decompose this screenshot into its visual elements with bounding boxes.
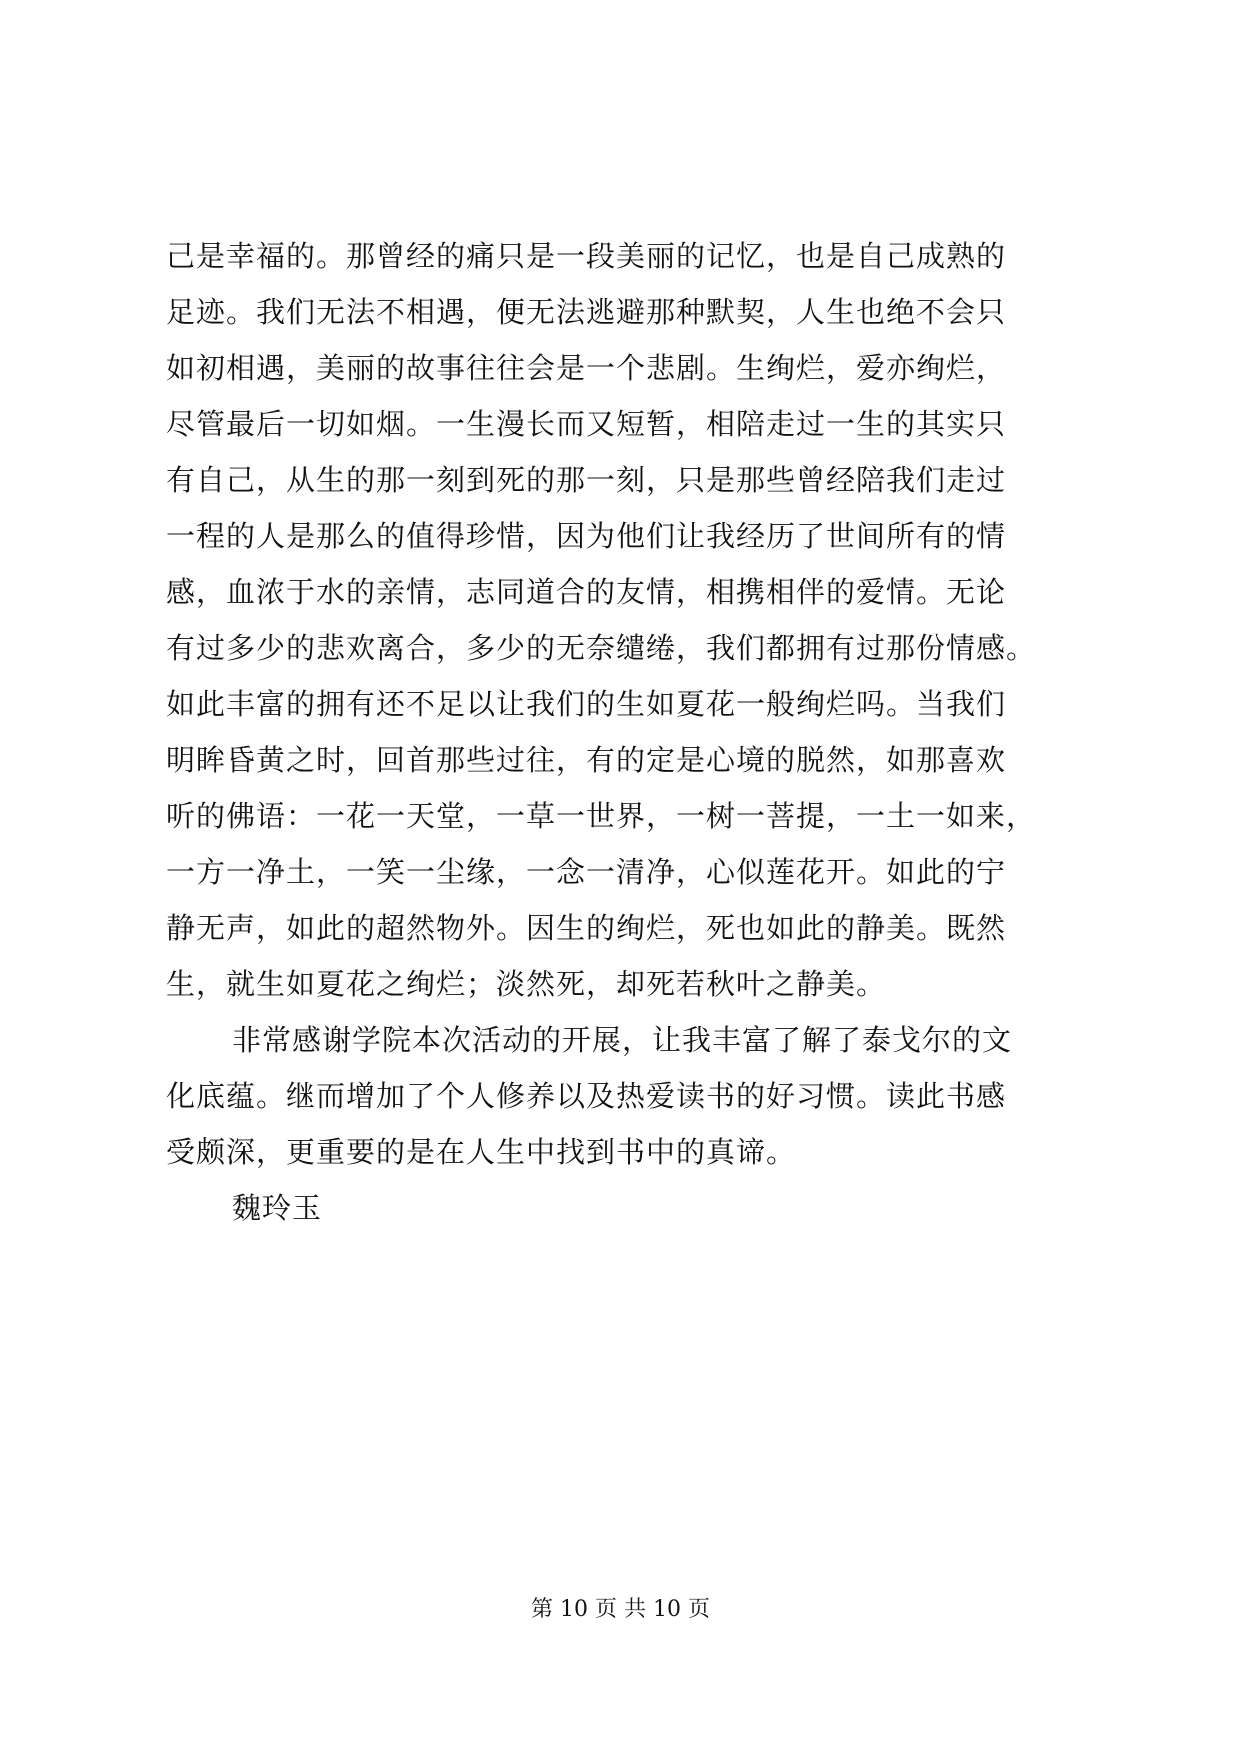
paragraph-thanks <box>166 1012 1078 1180</box>
text-line: 化底蕴。继而增加了个人修养以及热爱读书的好习惯。读此书感 <box>166 1079 1007 1113</box>
text-line: 一方一净土，一笑一尘缘，一念一清净，心似莲花开。如此的宁 <box>166 855 1007 889</box>
text-line: 听的佛语：一花一天堂，一草一世界，一树一菩提，一土一如来， <box>166 799 1037 833</box>
text-line: 如初相遇，美丽的故事往往会是一个悲剧。生绚烂，爱亦绚烂， <box>166 351 1007 385</box>
text-line: 感，血浓于水的亲情，志同道合的友情，相携相伴的爱情。无论 <box>166 575 1007 609</box>
text-line: 尽管最后一切如烟。一生漫长而又短暂，相陪走过一生的其实只 <box>166 407 1007 441</box>
author-signature: 魏玲玉 <box>232 1191 323 1225</box>
text-line: 非常感谢学院本次活动的开展，让我丰富了解了泰戈尔的文 <box>232 1023 1013 1057</box>
text-line: 有自己，从生的那一刻到死的那一刻，只是那些曾经陪我们走过 <box>166 463 1007 497</box>
text-line: 如此丰富的拥有还不足以让我们的生如夏花一般绚烂吗。当我们 <box>166 687 1007 721</box>
text-line: 静无声，如此的超然物外。因生的绚烂，死也如此的静美。既然 <box>166 911 1007 945</box>
text-line: 一程的人是那么的值得珍惜，因为他们让我经历了世间所有的情 <box>166 519 1007 553</box>
text-line: 有过多少的悲欢离合，多少的无奈缱绻，我们都拥有过那份情感。 <box>166 631 1037 665</box>
page-number: 第 10 页 共 10 页 <box>531 1597 710 1622</box>
document-body <box>166 228 1078 1236</box>
text-line: 足迹。我们无法不相遇，便无法逃避那种默契，人生也绝不会只 <box>166 295 1007 329</box>
text-line: 受颇深，更重要的是在人生中找到书中的真谛。 <box>166 1135 797 1169</box>
text-line: 己是幸福的。那曾经的痛只是一段美丽的记忆，也是自己成熟的 <box>166 239 1007 273</box>
paragraph-continuation <box>166 228 1078 1012</box>
text-line: 明眸昏黄之时，回首那些过往，有的定是心境的脱然，如那喜欢 <box>166 743 1007 777</box>
text-line: 生，就生如夏花之绚烂；淡然死，却死若秋叶之静美。 <box>166 967 887 1001</box>
page-footer <box>0 1595 1241 1625</box>
